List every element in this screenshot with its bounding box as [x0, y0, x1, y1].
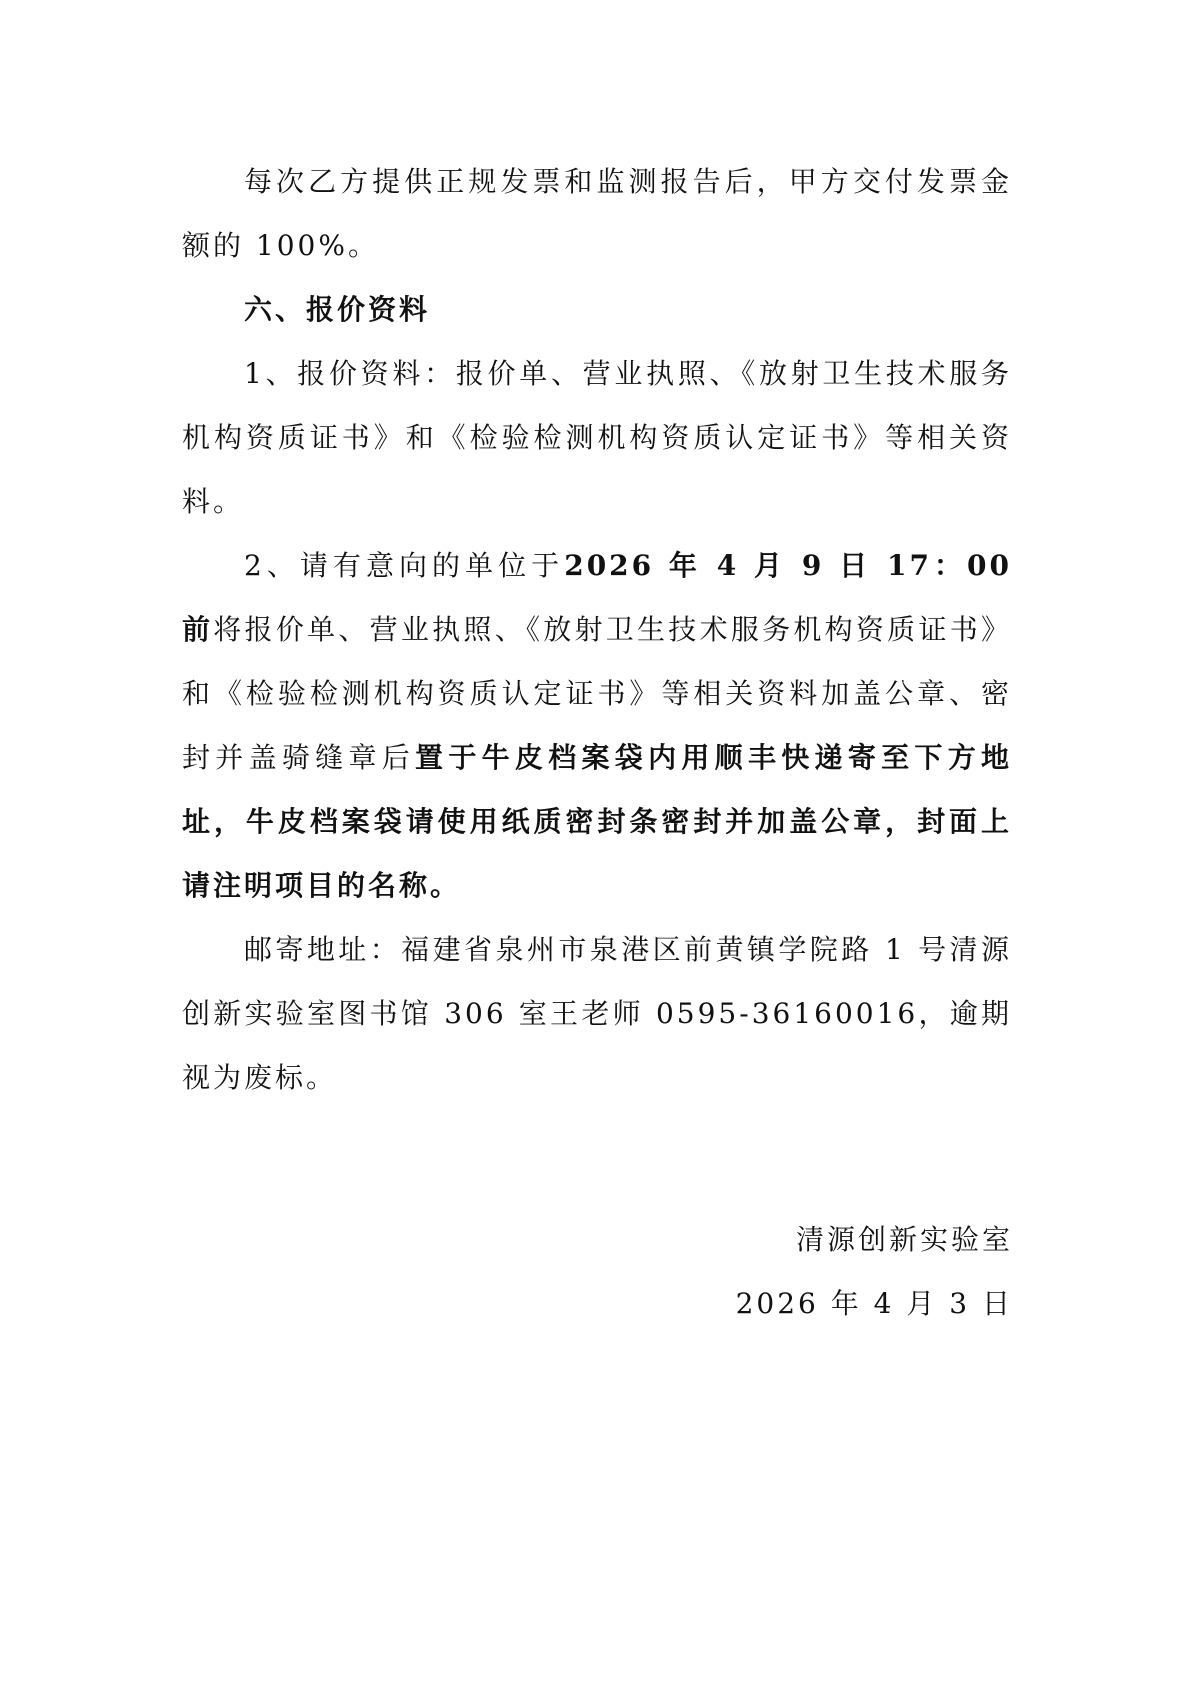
mailing-instruction: 置于牛皮档案袋内用顺丰快递寄至下方地址，牛皮档案袋请使用纸质密封条密封并加盖公章，封面上请注明项目的名称。: [182, 741, 1012, 902]
submission-deadline: 2026 年 4 月 9 日 17：00 前: [182, 549, 1012, 646]
payment-terms-paragraph: 每次乙方提供正规发票和监测报告后，甲方交付发票金额的 100%。: [182, 165, 1012, 262]
quotation-materials-item-1: 1、报价资料：报价单、营业执照、《放射卫生技术服务机构资质证书》和《检验检测机构资质认定证书》等相关资料。: [182, 357, 1012, 518]
document-body: [182, 150, 1012, 1110]
section-heading-quotation-materials: 六、报价资料: [244, 293, 431, 326]
quotation-materials-item-2: [182, 534, 1012, 918]
mailing-address-paragraph: 邮寄地址：福建省泉州市泉港区前黄镇学院路 1 号清源创新实验室图书馆 306 室王老师 0595-36160016，逾期视为废标。: [182, 933, 1012, 1094]
item2-requirements: 将报价单、营业执照、《放射卫生技术服务机构资质证书》和《检验检测机构资质认定证书》等相关资料加盖公章、密封并盖骑缝章后: [182, 613, 1012, 774]
signature-block: [736, 1208, 1013, 1336]
signature-date: 2026 年 4 月 3 日: [735, 1287, 1013, 1320]
item2-intro: 2、请有意向的单位于: [244, 549, 565, 582]
signature-organization: 清源创新实验室: [795, 1223, 1013, 1256]
